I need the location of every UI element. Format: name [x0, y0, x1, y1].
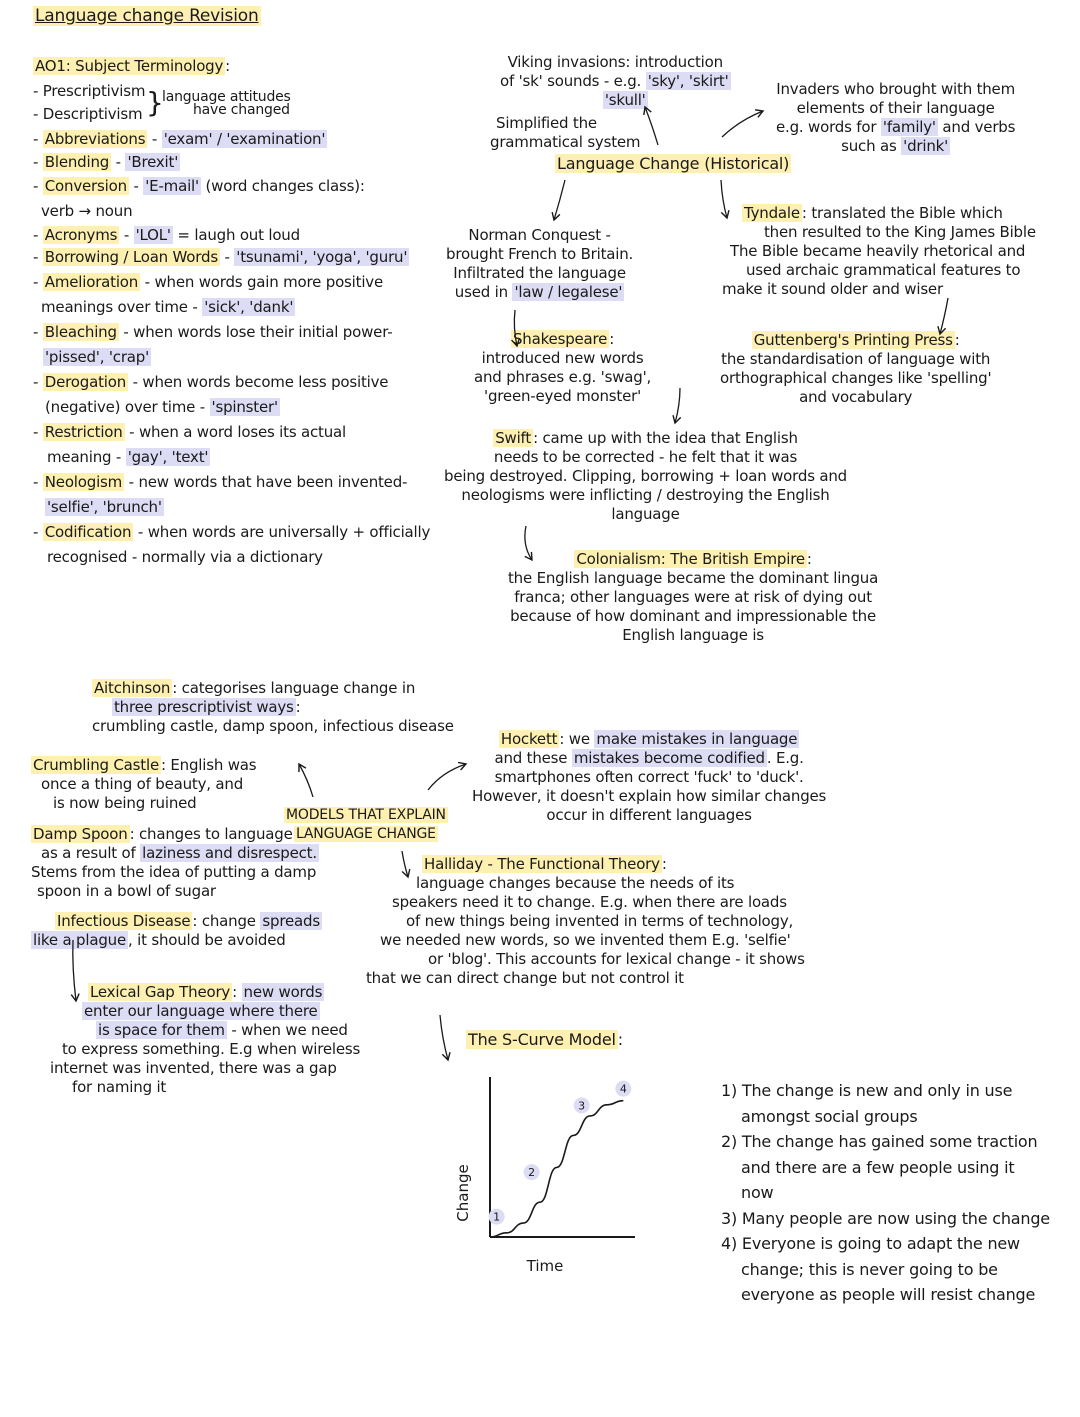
term-text: verb → noun: [41, 202, 133, 220]
bullet-dash: -: [33, 273, 43, 291]
aitchison-note: Aitchinson : categorises language change in three prescriptivist ways : crumbling castle, damp spoon, infectious disease: [92, 679, 454, 735]
ao1-term-item: [33, 153, 180, 172]
term-label: Amelioration: [44, 273, 139, 291]
bullet-dash: -: [33, 226, 43, 244]
ao1-term-item: [41, 298, 295, 317]
term-label: Restriction: [44, 423, 123, 441]
term-separator: -: [124, 473, 139, 491]
arrow-to-simplified: [645, 107, 658, 145]
term-text: recognised - normally via a dictionary: [47, 548, 323, 566]
bullet-dash: -: [33, 177, 43, 195]
infectious-disease-note: Infectious Disease : change spreads like a plague , it should be avoided: [33, 912, 320, 949]
term-label: Acronyms: [44, 226, 118, 244]
prescriptivism-item: - Prescriptivism: [33, 82, 146, 100]
hockett-note: Hockett : we make mistakes in language and these mistakes become codified . E.g. smartphones often correct 'fuck' to 'duck'. However, it doesn't explain how similar changes occur in different languages: [472, 730, 827, 824]
s-curve-chart: [440, 1065, 660, 1285]
attitudes-note-line1: language attitudes: [162, 89, 291, 105]
ao1-term-item: [33, 248, 409, 267]
term-example: 'tsunami', 'yoga', 'guru': [236, 248, 408, 266]
term-definition: when words lose their initial power-: [133, 323, 393, 341]
term-separator: -: [118, 323, 134, 341]
arrow-to-s-curve: [440, 1015, 448, 1060]
gutenberg-note: Guttenberg's Printing Press : the standardisation of language with orthographical changes like 'spelling' and vocabulary: [720, 331, 992, 406]
halliday-note: Halliday - The Functional Theory : language changes because the needs of its speakers need it to change. E.g. when there are loads of new things being invented in terms of technology, we needed new words, so we invented them E.g. 'selfie' or 'blog'. This accounts for lexical change - it shows that we can direct change but not control it: [366, 855, 805, 987]
s-curve-notes: [721, 1078, 1050, 1308]
models-center-label: MODELS THAT EXPLAIN LANGUAGE CHANGE: [286, 807, 446, 842]
term-separator: -: [140, 273, 155, 291]
crumbling-castle-note: Crumbling Castle : English was once a thing of beauty, and is now being ruined: [33, 756, 257, 812]
ao1-heading: AO1: Subject Terminology :: [35, 57, 231, 75]
historical-center-label: Language Change (Historical): [557, 154, 790, 173]
arrow-to-invaders: [722, 111, 763, 137]
term-example: 'spinster': [211, 398, 278, 416]
note-line: 4) Everyone is going to adapt the new: [721, 1234, 1020, 1253]
simplified-note: Simplified the grammatical system: [490, 114, 641, 151]
term-separator: -: [128, 177, 144, 195]
arrow-to-swift: [675, 388, 680, 423]
term-definition: (word changes class):: [200, 177, 365, 195]
term-separator: -: [119, 226, 134, 244]
term-definition: when words gain more positive: [154, 273, 383, 291]
bullet-dash: -: [33, 248, 43, 266]
stage-marker-label: 3: [578, 1099, 586, 1113]
term-label: Bleaching: [44, 323, 117, 341]
brace-icon: }: [146, 86, 164, 119]
term-example: 'E-mail': [145, 177, 199, 195]
swift-note: Swift : came up with the idea that English needs to be corrected - he felt that it was being destroyed. Clipping, borrowing + loan words and neologisms were inflicting / destroying the English language: [444, 429, 847, 523]
bullet-dash: -: [33, 423, 43, 441]
term-label: Borrowing / Loan Words: [44, 248, 218, 266]
note-line: change; this is never going to be: [741, 1259, 998, 1279]
bullet-dash: -: [33, 323, 43, 341]
term-example: 'selfie', 'brunch': [47, 498, 162, 516]
term-separator: -: [124, 423, 139, 441]
ao1-term-item: [33, 373, 388, 392]
term-separator: -: [128, 373, 143, 391]
viking-note: Viking invasions: introduction of 'sk' sounds - e.g. 'sky', 'skirt' 'skull': [500, 53, 729, 109]
ao1-term-item: [33, 273, 383, 292]
term-example: 'sick', 'dank': [204, 298, 294, 316]
term-label: Blending: [44, 153, 110, 171]
arrow-to-gutenberg: [940, 298, 948, 334]
attitudes-note-line2: have changed: [193, 102, 290, 118]
tyndale-note: Tyndale : translated the Bible which then resulted to the King James Bible The Bible became heavily rhetorical and used archaic grammatical features to make it sound older and wiser: [722, 204, 1036, 298]
descriptivism-item: - Descriptivism: [33, 105, 143, 123]
ao1-term-item: [33, 130, 327, 149]
x-axis-label: Time: [526, 1257, 564, 1275]
note-line: 2) The change has gained some traction: [721, 1132, 1038, 1151]
term-definition: when a word loses its actual: [138, 423, 347, 441]
term-separator: -: [111, 153, 126, 171]
note-line: and there are a few people using it: [741, 1157, 1015, 1177]
term-text: meaning -: [47, 448, 126, 466]
arrow-to-norman: [554, 180, 565, 220]
term-label: Conversion: [44, 177, 127, 195]
stage-marker-label: 1: [493, 1210, 501, 1224]
shakespeare-note: Shakespeare : introduced new words and phrases e.g. 'swag', 'green-eyed monster': [474, 330, 652, 405]
ao1-term-item: [41, 202, 132, 221]
term-example: 'exam' / 'examination': [163, 130, 326, 148]
ao1-term-item: [45, 498, 164, 517]
ao1-term-item: [43, 348, 151, 367]
y-axis-label: Change: [454, 1164, 472, 1222]
note-line: now: [741, 1183, 774, 1202]
ao1-term-item: [33, 177, 365, 196]
invaders-note: Invaders who brought with them elements of their language e.g. words for 'family' and verbs such as 'drink': [776, 80, 1016, 155]
note-line: everyone as people will resist change: [741, 1285, 1036, 1304]
arrow-to-hockett: [428, 764, 466, 790]
term-definition: = laugh out loud: [172, 226, 300, 244]
ao1-term-item: [47, 548, 323, 567]
ao1-term-item: [47, 448, 210, 467]
s-curve-title: The S-Curve Model :: [468, 1030, 623, 1049]
term-example: 'LOL': [135, 226, 171, 244]
term-example: 'pissed', 'crap': [45, 348, 150, 366]
term-definition: when words become less positive: [142, 373, 389, 391]
page-title: Language change Revision: [35, 6, 259, 26]
term-text: meanings over time -: [41, 298, 203, 316]
ao1-term-item: [33, 473, 407, 492]
stage-marker-label: 4: [619, 1082, 627, 1096]
lexical-gap-note: Lexical Gap Theory : new words enter our language where there is space for them - when we need to express something. E.g when wireless internet was invented, there was a gap for naming it: [50, 983, 361, 1096]
colonialism-note: Colonialism: The British Empire : the English language became the dominant lingua franca; other languages were at risk of dying out because of how dominant and impressionable the English language is: [508, 550, 879, 644]
term-separator: -: [133, 523, 148, 541]
bullet-dash: -: [33, 473, 43, 491]
term-label: Codification: [44, 523, 132, 541]
stage-marker-label: 2: [528, 1166, 536, 1180]
ao1-term-item: [45, 398, 280, 417]
bullet-dash: -: [33, 523, 43, 541]
term-definition: when words are universally + officially: [147, 523, 431, 541]
ao1-term-item: [33, 226, 300, 245]
term-definition: new words that have been invented-: [138, 473, 408, 491]
term-label: Abbreviations: [44, 130, 146, 148]
term-separator: -: [219, 248, 235, 266]
ao1-term-item: [33, 523, 430, 542]
term-separator: -: [147, 130, 162, 148]
bullet-dash: -: [33, 153, 43, 171]
term-example: 'gay', 'text': [127, 448, 209, 466]
bullet-dash: -: [33, 130, 43, 148]
ao1-term-item: [33, 323, 392, 342]
damp-spoon-note: Damp Spoon : changes to language as a result of laziness and disrespect. Stems from the idea of putting a damp spoon in a bowl of sugar: [31, 825, 317, 900]
s-curve-line: [490, 1101, 623, 1237]
ao1-term-item: [33, 423, 346, 442]
term-text: (negative) over time -: [45, 398, 210, 416]
bullet-dash: -: [33, 373, 43, 391]
term-example: 'Brexit': [127, 153, 179, 171]
term-label: Derogation: [44, 373, 127, 391]
term-label: Neologism: [44, 473, 123, 491]
norman-conquest-note: Norman Conquest - brought French to Britain. Infiltrated the language used in 'law / legalese': [446, 226, 634, 301]
note-line: 3) Many people are now using the change: [721, 1208, 1050, 1228]
arrow-to-aitchison: [299, 764, 313, 797]
note-line: amongst social groups: [741, 1106, 918, 1126]
note-line: 1) The change is new and only in use: [721, 1081, 1013, 1100]
